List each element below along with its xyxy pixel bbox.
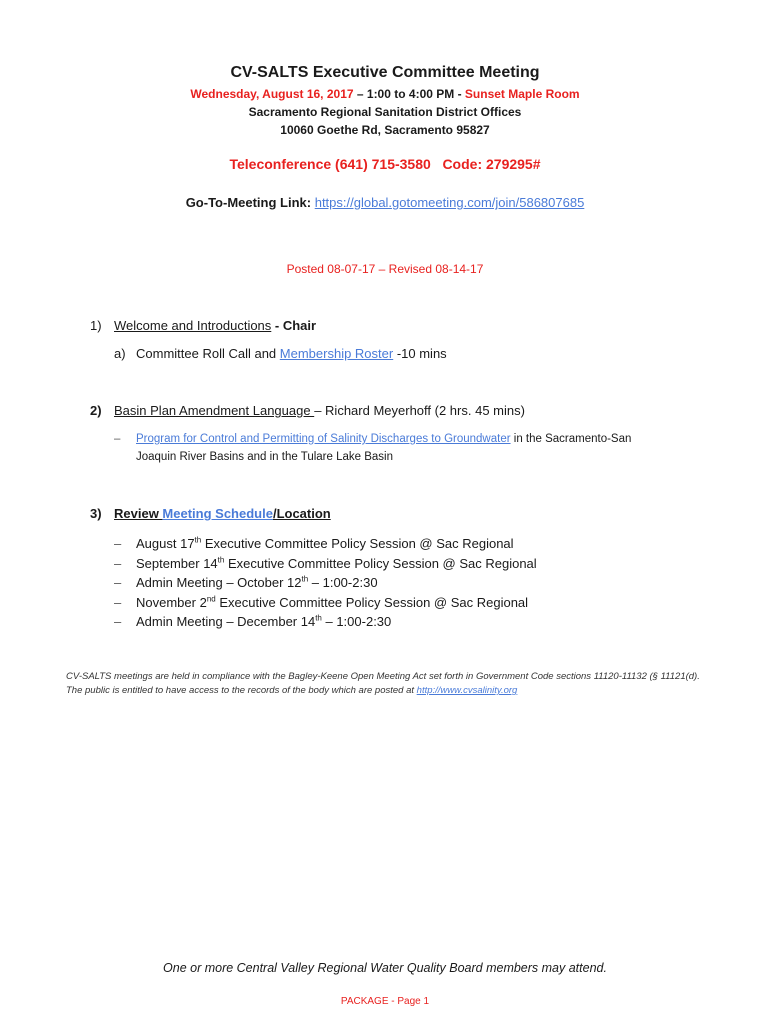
agenda-item-2-presenter: – Richard Meyerhoff (2 hrs. 45 mins)	[314, 403, 525, 418]
dash-marker: –	[114, 556, 122, 571]
posted-date: Posted 08-07-17 – Revised 08-14-17	[286, 262, 484, 276]
dash-marker: –	[114, 575, 122, 590]
agenda-item-2	[90, 403, 525, 418]
meeting-date: Wednesday, August 16, 2017	[190, 87, 354, 101]
agenda-item-1a-label: a)	[114, 346, 126, 361]
goto-meeting-link[interactable]: https://global.gotomeeting.com/join/586807685	[314, 195, 585, 210]
dash-marker: –	[114, 433, 121, 445]
schedule-entry	[114, 595, 528, 610]
goto-meeting-label: Go-To-Meeting Link:	[185, 195, 312, 210]
board-attendance-note: One or more Central Valley Regional Water Quality Board members may attend.	[163, 961, 607, 975]
agenda-item-2-bullet-tail: in the Sacramento-San	[510, 433, 632, 445]
schedule-entry-text: Admin Meeting – October 12	[136, 575, 302, 590]
agenda-item-1a-duration: -10 mins	[393, 346, 447, 361]
meeting-date-time	[0, 87, 770, 101]
meeting-schedule-link[interactable]: Meeting Schedule	[162, 506, 273, 521]
schedule-entry-detail: Executive Committee Policy Session @ Sac Regional	[201, 536, 514, 551]
schedule-entry-detail: Executive Committee Policy Session @ Sac Regional	[215, 595, 529, 610]
schedule-entry	[114, 536, 514, 551]
ordinal-suffix: th	[194, 535, 202, 545]
goto-meeting-row	[0, 195, 770, 210]
agenda-item-1-suffix: - Chair	[271, 318, 317, 333]
agenda-item-1-number: 1)	[90, 318, 102, 333]
membership-roster-link[interactable]: Membership Roster	[279, 346, 394, 361]
schedule-entry	[114, 575, 378, 590]
schedule-entry-detail: – 1:00-2:30	[321, 614, 392, 629]
agenda-item-3-title-pre: Review	[114, 506, 163, 521]
agenda-item-2-bullet	[114, 433, 631, 445]
agenda-item-1-title: Welcome and Introductions	[114, 318, 272, 333]
dash-marker: –	[114, 536, 122, 551]
location-line-2: 10060 Goethe Rd, Sacramento 95827	[280, 123, 490, 137]
ordinal-suffix: th	[217, 555, 225, 565]
agenda-item-3	[90, 506, 331, 521]
compliance-note	[66, 670, 716, 698]
dash-marker: –	[114, 614, 122, 629]
compliance-text: CV-SALTS meetings are held in compliance with the Bagley-Keene Open Meeting Act set forth in Government Code sections 11120-11132 (§ 11121(d). The public is entitled to have access to the records of the body which are posted at	[66, 671, 700, 696]
location-line-1: Sacramento Regional Sanitation District Offices	[248, 105, 522, 119]
schedule-entry	[114, 614, 391, 629]
agenda-item-1a-text: Committee Roll Call and	[136, 346, 280, 361]
agenda-item-3-number: 3)	[90, 506, 102, 521]
ordinal-suffix: nd	[206, 594, 216, 604]
page-title: CV-SALTS Executive Committee Meeting	[230, 64, 540, 81]
cvsalinity-link[interactable]: http://www.cvsalinity.org	[416, 685, 518, 696]
agenda-item-1	[90, 318, 316, 333]
schedule-entry	[114, 556, 537, 571]
agenda-item-2-bullet-line2: Joaquin River Basins and in the Tulare Lake Basin	[136, 451, 393, 463]
schedule-entry-detail: – 1:00-2:30	[308, 575, 378, 590]
agenda-item-3-title-post: /Location	[272, 506, 331, 521]
teleconference-info: Teleconference (641) 715-3580 Code: 279295#	[229, 156, 541, 172]
agenda-item-2-number: 2)	[90, 403, 102, 418]
schedule-entry-detail: Executive Committee Policy Session @ Sac Regional	[224, 556, 537, 571]
dash-marker: –	[114, 595, 122, 610]
ordinal-suffix: th	[301, 574, 309, 584]
schedule-entry-text: September 14	[136, 556, 218, 571]
salinity-program-link[interactable]: Program for Control and Permitting of Salinity Discharges to Groundwater	[136, 433, 511, 445]
schedule-entry-text: November 2	[136, 595, 207, 610]
agenda-item-2-title: Basin Plan Amendment Language	[114, 403, 315, 418]
ordinal-suffix: th	[315, 613, 322, 623]
schedule-entry-text: August 17	[136, 536, 195, 551]
page-number: PACKAGE - Page 1	[340, 996, 430, 1007]
meeting-room: Sunset Maple Room	[464, 87, 580, 101]
agenda-item-1a	[114, 346, 447, 361]
meeting-time: – 1:00 to 4:00 PM -	[353, 87, 465, 101]
schedule-entry-text: Admin Meeting – December 14	[136, 614, 316, 629]
